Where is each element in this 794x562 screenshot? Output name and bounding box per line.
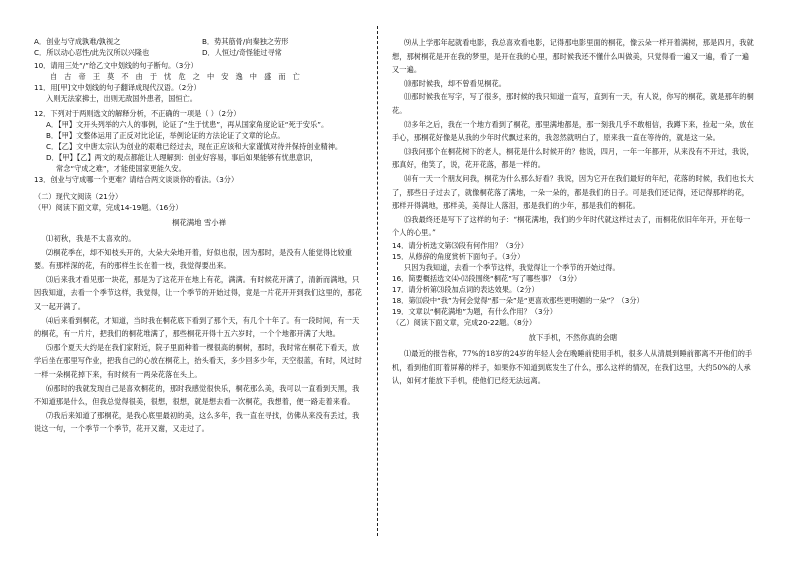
article-b-title: 放下手机，不然你真的会瞎 — [528, 332, 618, 342]
q10-prompt: 10．请用三处“/”给乙文中划线的句子断句。（3分） — [34, 61, 198, 70]
q12-option-d1: D．【甲】【乙】两文的观点都能让人理解到：创业好容易，事后如果能够有忧患意识， — [46, 153, 318, 162]
paragraph-15: ⒂我最终还是写下了这样的句子：“桐花满地，我们的少年时代就这样过去了，而桐花依旧年年开，开在每一个人的心里。” — [392, 214, 751, 238]
q12-option-b: B．【甲】文整体运用了正反对比论证，举例论证的方法论证了文章的论点。 — [46, 131, 285, 140]
paragraph-1: ⑴初秋，我是不太喜欢的。 — [46, 234, 136, 243]
paragraph-10: ⑽那时候我，却不曾看见桐花。 — [404, 78, 507, 88]
q16-prompt: 16．简要概括选文⑷-⑿段围绕“桐花”写了哪些事？（3分） — [392, 273, 582, 283]
paragraph-11: ⑾那时候我在写字，写了很多，那时候的我只知道一直写，直到有一天，有人说，你写的桐花，就是那年的桐花。 — [392, 92, 754, 115]
part-b-heading: （乙）阅读下面文章，完成20-22题。（8分） — [392, 317, 537, 327]
paragraph-3: ⑶后来我才看见那一块花，那是为了这花开在地上有花，满满。有时候花开满了，清新而满地，只因我知道，去看一个季节这样，我觉得，让一个季节的开始过得，竟是一片花开开到我们这里的，那花又一起开满了。 — [34, 274, 362, 311]
section-2-heading: （二）现代文阅读（21分） — [34, 192, 123, 201]
paragraph-13: ⒀我问那个在桐花树下的老人，桐花是什么时候开的？他说，四月，一年一年都开，从来没有不开过，我说，那真好，他笑了，说，花开花落，都是一样的。 — [392, 146, 754, 170]
paragraph-7: ⑺我后来知道了那桐花，是我心底里最初的美，这么多年，我一直在寻找，仿佛从来没有丢过，我说这一句，一个季节一个季节，花开又谢，又走过了。 — [34, 410, 360, 434]
right-column — [392, 36, 754, 388]
paragraph-5: ⑸那个夏天大约是在我们家附近，院子里面种着一棵很高的桐树，那时，我时常在桐花下看天，放学后坐在那里写作业，把我自己的心放在桐花上，抬头看天，多少回多少年，天空很蓝，有时，风过时一样一朵桐花掉下来，有时候有一两朵花落在头上。 — [34, 342, 362, 379]
q9-option-a: A．创业与守成孰难/孰视之 — [34, 37, 121, 46]
q9-options — [34, 36, 364, 58]
q12-option-d2: 常念“守成之难”，才能使国家更能久安。 — [56, 164, 186, 173]
left-column — [34, 36, 364, 436]
q12-prompt: 12．下列对于两则选文的解释分析，不正确的一项是（ ）（2分） — [34, 109, 241, 118]
paragraph-14: ⒁有一天一个朋友问我，桐花为什么那么好看？我说，因为它开在我们最好的年纪，花落的时候，我们也长大了，那些日子过去了，就像桐花落了满地，一朵一朵的，都是我们的日子。可是我们还记得，还记得那样的花，那样开得满地，那样美，美得让人落泪，那是我们的少年，那是我们的桐花。 — [392, 173, 754, 211]
q12-option-a: A．【甲】文开头列举的六人的事例，论证了“生于忧患”，再从国家角度论证“死于安乐”。 — [46, 120, 329, 129]
paragraph-12: ⑿多年之后，我在一个地方看到了桐花，那里满地都是，那一刻我几乎不敢相信，我蹲下来，捡起一朵，放在手心，那桐花好像是从我的少年时代飘过来的，我忽然就明白了，原来我一直在等待的，就是这一朵。 — [392, 119, 754, 143]
paragraph-6: ⑹那时的我就发现自己是喜欢桐花的，那时我感觉很快乐，桐花那么美，我可以一直看到天黑，我不知道那是什么，但我总觉得很美，很想，很想，就是想去看一次桐花，我想着，便一路走着来看。 — [34, 383, 360, 407]
q19-prompt: 19．文章以“桐花满地”为题，有什么作用？（3分） — [392, 306, 557, 316]
q14-prompt: 14．请分析选文第⑶段有何作用？（3分） — [392, 240, 528, 250]
q15-prompt: 15．从修辞的角度赏析下面句子。（3分） — [392, 251, 525, 261]
q11-line: 入则无法家拂士，出则无敌国外患者，国恒亡。 — [46, 94, 197, 103]
q9-option-d: D．人恒过/奇怪能过寻常 — [202, 48, 282, 57]
paragraph-9: ⑼从上学那年起就看电影，我总喜欢看电影，记得那电影里面的桐花，像云朵一样开着满树，那是四月，我就想，那树桐花是开在我的梦里，是开在我的心里，那时候我还不懂什么叫做美，只觉得看一遍又一遍，看了一遍又一遍。 — [392, 38, 754, 75]
q15-line: 只因为我知道，去看一个季节这样，我觉得让一个季节的开始过得。 — [404, 262, 620, 272]
q13-prompt: 13．创业与守成哪一个更难？请结合两文谈谈你的看法。（3分） — [34, 175, 239, 184]
column-divider — [377, 26, 378, 536]
paragraph-4: ⑷后来看到桐花，才知道，当时我在桐花底下看到了那个天，有几个十年了。有一段时间，有一天的桐花，有一片片，把我们的桐花堆满了，那些桐花开得十五六岁时，一个个地都开满了大地。 — [34, 315, 360, 339]
q10-line: 自 古 帝 王 莫 不 由 于 忧 危 之 中 安 逸 中 盛 而 亡 — [50, 72, 303, 81]
q12-option-c: C．【乙】文中唐太宗认为创业的艰难已经过去，现在正应该和大家谨慎对待并保持创业精神。 — [46, 142, 343, 151]
paragraph-2: ⑵桐花季在，却不知枝头开的，大朵大朵地开着，好似也很，因为那时，是没有人能觉得比较重要。有那样深的花，有的那样生长在着一枝，我觉得要出来。 — [34, 247, 353, 271]
q17-prompt: 17．请分析第⑶段加点词的表达效果。（2分） — [392, 284, 539, 294]
q11-prompt: 11．用[甲]文中划线的句子翻译成现代汉语。（2分） — [34, 83, 201, 92]
q9-option-b: B．势其筋骨/向秦独之劳形 — [202, 37, 289, 46]
article-title: 桐花满地 雪小禅 — [171, 218, 227, 227]
q18-prompt: 18．第⒀段中“我”为何会觉得“那一朵”是“更喜欢那些更明媚的一朵”？（3分） — [392, 295, 644, 305]
part-a-heading: （甲）阅读下面文章，完成14-19题。（16分） — [34, 203, 183, 212]
article-b-paragraph-1: ⑴最近的报告称，77%的18岁的24岁的年轻人会在晚睡前使用手机，很多人从清晨到睡前都离不开他们的手机，看到他们盯着屏幕的样子，如果你不知道到底发生了什么，那么这样的情况，在我们这里，大约50%的人承认，如何才能放下手机，使他们已经无法远离。 — [392, 348, 753, 386]
q9-option-c: C．所以动心忍性/此先汉所以兴隆也 — [34, 48, 150, 57]
